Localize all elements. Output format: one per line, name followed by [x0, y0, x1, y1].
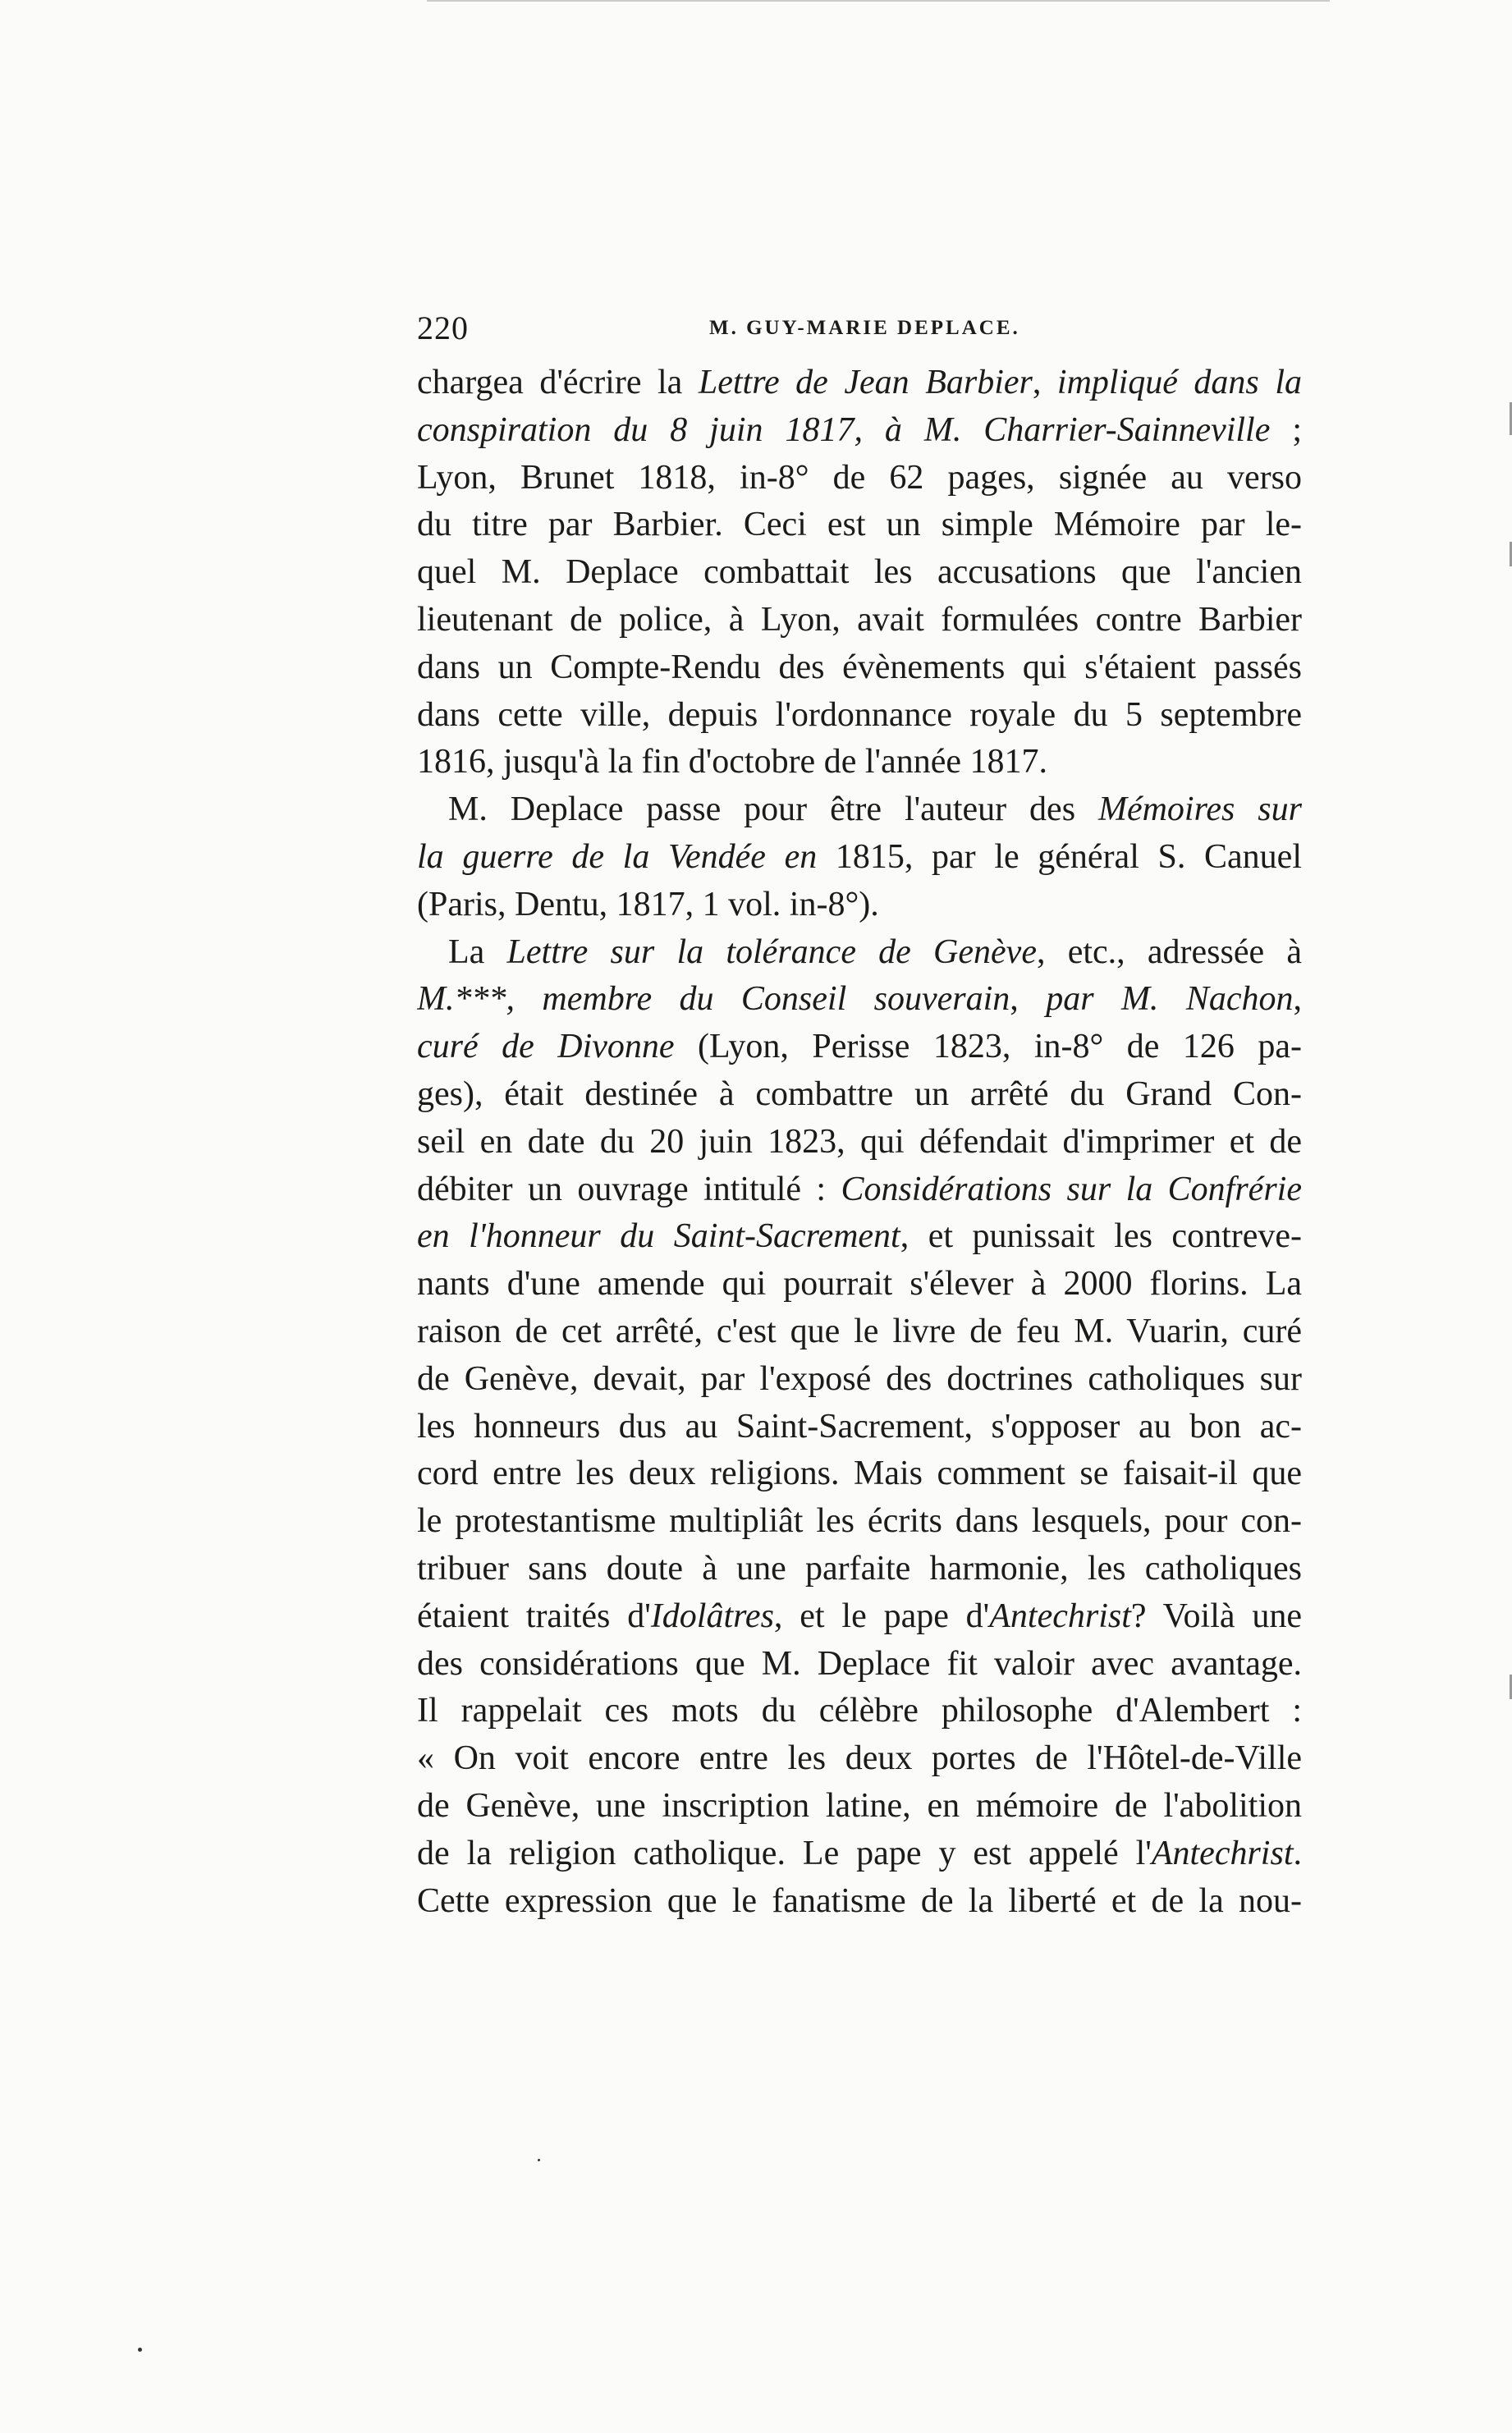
text-run: , et punissait les contreve-: [900, 1217, 1302, 1256]
italic-text: M.***, membre du Conseil souverain: [417, 980, 1010, 1019]
text-run: ,: [1293, 980, 1302, 1019]
text-line: [417, 834, 1302, 882]
text-run: .: [1293, 1834, 1302, 1872]
text-line: [417, 1308, 1302, 1356]
text-run: de Genève, devait, par l'exposé des doctrines catholiques sur: [417, 1359, 1302, 1398]
text-run: dans cette ville, depuis l'ordonnance royale du 5 septembre: [417, 695, 1302, 734]
text-run: (Paris, Dentu, 1817, 1 vol. in-8°).: [417, 885, 879, 923]
text-line: [417, 502, 1302, 549]
text-line: [417, 786, 1302, 834]
italic-text: en l'honneur du Saint-Sacrement: [417, 1217, 900, 1256]
text-run: ges), était destinée à combattre un arrêté du Grand Con-: [417, 1074, 1302, 1113]
text-line: [417, 1878, 1302, 1926]
text-run: tribuer sans doute à une parfaite harmonie, les catholiques: [417, 1549, 1302, 1588]
page-number: 220: [417, 309, 469, 346]
running-head: M. GUY-MARIE DEPLACE.: [709, 317, 1020, 339]
text-run: de Genève, une inscription latine, en mémoire de l'abolition: [417, 1786, 1302, 1825]
text-run: raison de cet arrêté, c'est que le livre de feu M. Vuarin, curé: [417, 1312, 1302, 1350]
italic-text: Lettre de Jean Barbier: [698, 364, 1033, 401]
text-run: , etc., adressée à: [1036, 932, 1302, 971]
text-line: [417, 1641, 1302, 1688]
italic-text: Considérations sur la Confrérie: [841, 1170, 1302, 1208]
text-run: quel M. Deplace combattait les accusations que l'ancien: [417, 553, 1302, 592]
italic-text: Idolâtres: [650, 1597, 774, 1635]
text-run: M. Deplace passe pour être l'auteur des: [448, 790, 1098, 829]
text-line: [417, 1261, 1302, 1308]
text-run: les honneurs dus au Saint-Sacrement, s'opposer au bon ac-: [417, 1407, 1302, 1446]
italic-text: la guerre de la Vendée en: [417, 837, 818, 876]
text-run: 1815, par le général S. Canuel: [817, 837, 1302, 876]
text-line: [417, 644, 1302, 692]
text-line: [417, 739, 1302, 786]
text-run: ,: [1010, 980, 1047, 1019]
italic-text: conspiration du 8 juin 1817, à M. Charrier-Sainneville: [417, 410, 1271, 449]
text-run: chargea d'écrire la: [417, 364, 699, 401]
text-run: seil en date du 20 juin 1823, qui défendait d'imprimer et de: [417, 1122, 1302, 1161]
text-line: [417, 1735, 1302, 1783]
text-run: 1816, jusqu'à la fin d'octobre de l'année 1817.: [417, 743, 1047, 781]
text-line: [417, 1071, 1302, 1119]
text-line: [417, 1213, 1302, 1261]
speck: [538, 2159, 540, 2161]
text-line: [417, 407, 1302, 455]
text-line: [417, 1593, 1302, 1641]
italic-text: curé de Divonne: [417, 1028, 675, 1066]
text-line: [417, 929, 1302, 977]
text-run: ;: [1270, 410, 1302, 449]
text-run: du titre par Barbier. Ceci est un simple Mémoire par le-: [417, 506, 1302, 544]
text-run: (Lyon, Perisse 1823, in-8° de 126 pa-: [674, 1028, 1302, 1066]
text-run: dans un Compte-Rendu des évènements qui s'étaient passés: [417, 648, 1302, 686]
text-run: cord entre les deux religions. Mais comment se faisait-il que: [417, 1455, 1302, 1493]
text-run: étaient traités d': [417, 1597, 651, 1635]
text-run: Lyon, Brunet 1818, in-8° de 62 pages, signée au verso: [417, 458, 1302, 497]
text-run: des considérations que M. Deplace fit valoir avec avantage.: [417, 1644, 1302, 1683]
italic-text: par M. Nachon: [1046, 980, 1294, 1019]
text-run: Il rappelait ces mots du célèbre philosophe d'Alembert :: [417, 1692, 1302, 1730]
text-line: [417, 1546, 1302, 1593]
speck: [138, 2348, 142, 2352]
body-text: [417, 360, 1302, 1925]
text-line: [417, 1356, 1302, 1404]
text-line: [417, 1498, 1302, 1546]
text-line: [417, 1830, 1302, 1878]
text-line: [417, 1024, 1302, 1071]
text-line: [417, 1450, 1302, 1498]
text-run: La: [448, 932, 507, 971]
text-run: lieutenant de police, à Lyon, avait formulées contre Barbier: [417, 600, 1302, 639]
italic-text: Antechrist: [1151, 1834, 1294, 1872]
text-run: ,: [1032, 364, 1057, 401]
text-line: [417, 1688, 1302, 1735]
text-run: , et le pape d': [773, 1597, 990, 1635]
text-line: [417, 882, 1302, 929]
text-line: [417, 597, 1302, 644]
text-line: [417, 976, 1302, 1024]
italic-text: impliqué dans la: [1056, 364, 1302, 401]
italic-text: Lettre sur la tolérance de Genève: [506, 932, 1037, 971]
text-line: [417, 360, 1302, 407]
text-line: [417, 692, 1302, 740]
text-run: ? Voilà une: [1130, 1597, 1302, 1635]
italic-text: Mémoires sur: [1097, 790, 1302, 829]
text-line: [417, 549, 1302, 597]
text-run: Cette expression que le fanatisme de la liberté et de la nou-: [417, 1881, 1302, 1920]
text-run: « On voit encore entre les deux portes de l'Hôtel-de-Ville: [417, 1739, 1302, 1778]
text-line: [417, 1166, 1302, 1214]
text-line: [417, 1783, 1302, 1830]
text-run: le protestantisme multipliât les écrits dans lesquels, pour con-: [417, 1502, 1302, 1541]
text-run: débiter un ouvrage intitulé :: [417, 1170, 841, 1208]
text-line: [417, 455, 1302, 502]
text-line: [417, 1119, 1302, 1166]
text-line: [417, 1404, 1302, 1451]
page-header: [417, 309, 1302, 358]
top-edge-rule: [427, 0, 1330, 2]
text-run: nants d'une amende qui pourrait s'élever à 2000 florins. La: [417, 1265, 1302, 1304]
text-run: de la religion catholique. Le pape y est appelé l': [417, 1834, 1152, 1872]
italic-text: Antechrist: [989, 1597, 1131, 1635]
